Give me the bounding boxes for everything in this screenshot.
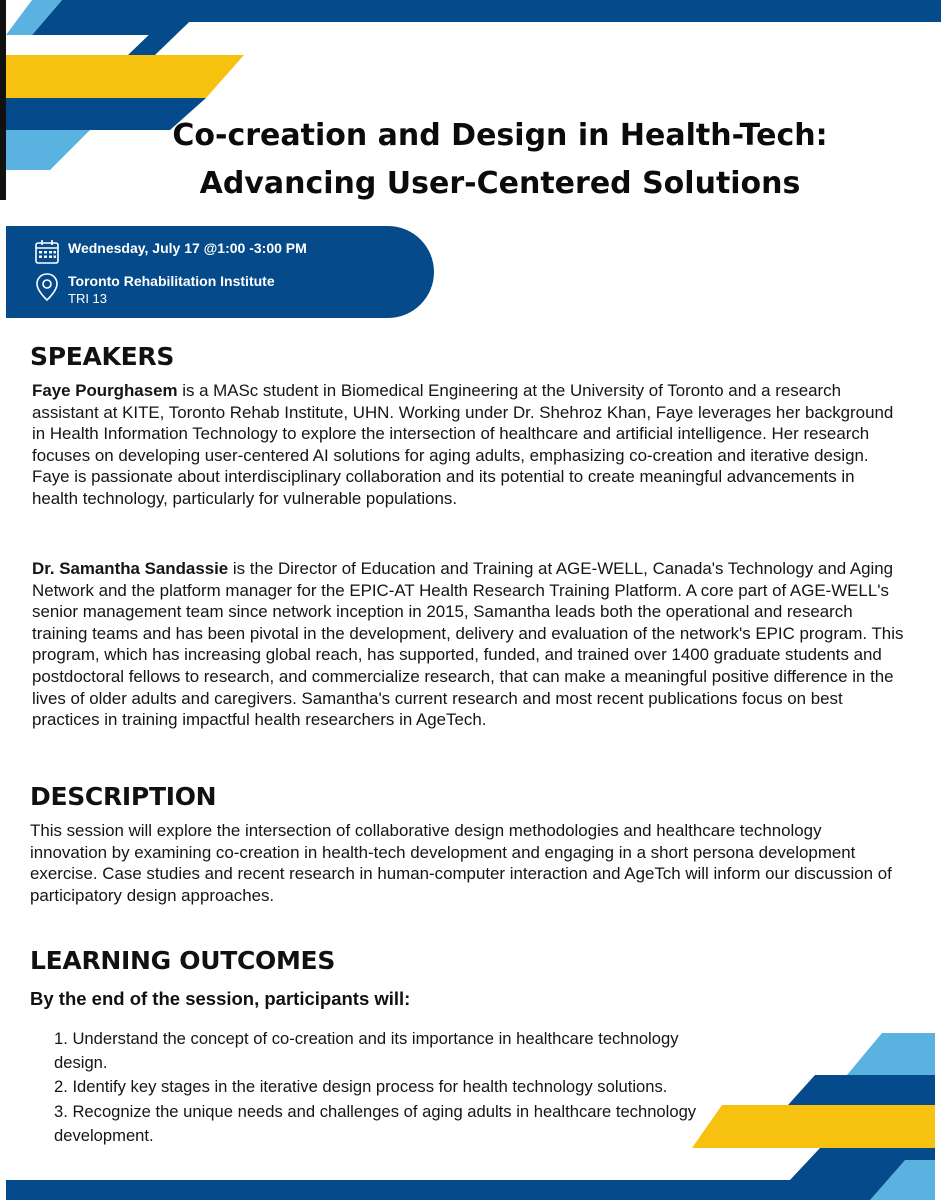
- bottom-light-blue-stripe: [847, 1033, 935, 1075]
- location-pin-icon: [34, 272, 60, 302]
- bottom-navy-bar: [6, 1180, 935, 1200]
- speaker-name-2: Dr. Samantha Sandassie: [32, 559, 229, 578]
- learning-outcome-3: 3. Recognize the unique needs and challenges of aging adults in healthcare technology development.: [54, 1101, 697, 1145]
- page-title: [120, 112, 880, 208]
- event-room: TRI 13: [68, 291, 108, 306]
- speaker-bio-text-2: is the Director of Education and Training at AGE-WELL, Canada's Technology and Aging Network and the platform manager for the EPIC-AT Health Research Training Platform. A core part of AGE-WELL's senior management team since network inception in 2015, Samantha leads both the operational and research training teams and has been pivotal in the development, delivery and evaluation of the network's EPIC program. This program, which has increasing global reach, has supported, funded, and trained over 1400 graduate students and postdoctoral fellows to research, and commercialize research, that can make a meaningful positive difference in the lives of older adults and caregivers. Samantha's current research and most recent publications focus on best practices in training impactful health researchers in AgeTech.: [32, 559, 904, 730]
- learning-outcome-1: 1. Understand the concept of co-creation and its importance in healthcare technology design.: [54, 1029, 679, 1073]
- description-text: This session will explore the intersection of collaborative design methodologies and healthcare technology innovation by examining co-creation in health-tech development and engaging in a short persona development exercise. Case studies and recent research in human-computer interaction and AgeTch will inform our discussion of participatory design approaches.: [30, 821, 892, 905]
- title-line-2: Advancing User-Centered Solutions: [199, 166, 801, 201]
- title-line-1: Co-creation and Design in Health-Tech:: [172, 118, 828, 153]
- left-border: [0, 0, 6, 200]
- speaker-name-1: Faye Pourghasem: [32, 381, 178, 400]
- description-heading: DESCRIPTION: [30, 782, 217, 811]
- speaker-bio-text-1: is a MASc student in Biomedical Engineering at the University of Toronto and a research assistant at KITE, Toronto Rehab Institute, UHN. Working under Dr. Shehroz Khan, Faye leverages her background in Health Information Technology to explore the intersection of healthcare and artificial intelligence. Her research focuses on developing user-centered AI solutions for aging adults, emphasizing co-creation and iterative design. Faye is passionate about interdisciplinary collaboration and its potential to create meaningful advancements in health technology, particularly for vulnerable populations.: [32, 381, 894, 508]
- top-navy-bar: [185, 0, 941, 22]
- speaker-bio-2: [32, 558, 912, 731]
- event-venue: Toronto Rehabilitation Institute: [68, 273, 275, 289]
- learning-outcomes-heading: LEARNING OUTCOMES: [30, 946, 336, 975]
- calendar-icon: [34, 237, 60, 267]
- learning-outcomes-list: [54, 1027, 714, 1148]
- speaker-bio-1: [32, 380, 904, 510]
- bottom-navy-wedge: [788, 1075, 935, 1105]
- learning-outcomes-intro: By the end of the session, participants will:: [30, 988, 411, 1009]
- event-date: Wednesday, July 17 @1:00 -3:00 PM: [68, 240, 307, 256]
- event-details-banner: [6, 226, 434, 318]
- top-yellow-stripe: [6, 55, 244, 98]
- learning-outcome-2: 2. Identify key stages in the iterative design process for health technology solutions.: [54, 1077, 668, 1097]
- top-light-blue-wedge: [6, 130, 90, 170]
- speakers-heading: SPEAKERS: [30, 342, 175, 371]
- event-date-row: [34, 237, 307, 267]
- event-location-row: [34, 272, 275, 308]
- bottom-yellow-stripe: [692, 1105, 935, 1148]
